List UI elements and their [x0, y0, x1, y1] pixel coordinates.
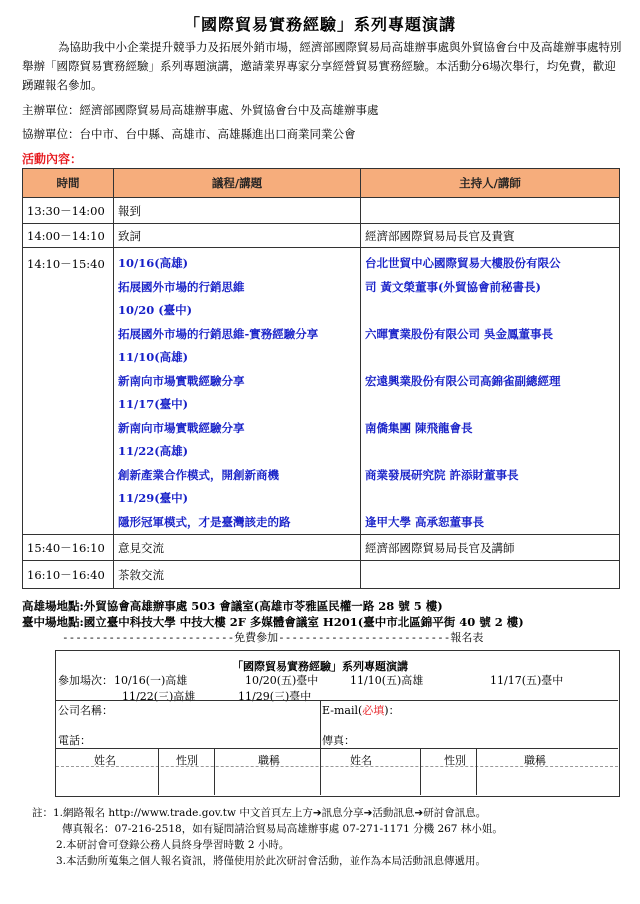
email-label: E-mail(必填)：: [322, 704, 400, 717]
table-row: [23, 224, 620, 248]
row-topic: 意見交流: [114, 535, 361, 561]
topic-date: 11/22(高雄): [118, 444, 189, 458]
row-time: 14:10－15:40: [23, 248, 114, 535]
table-row: [23, 198, 620, 224]
document-title: 「國際貿易實務經驗」系列專題演講: [183, 15, 456, 34]
sessions-label: 參加場次：: [58, 674, 113, 687]
form-title: 「國際貿易實務經驗」系列專題演講: [232, 660, 408, 673]
host-spacer: [365, 440, 615, 464]
topic-title: 拓展國外市場的行銷思維-實務經驗分享: [118, 326, 319, 341]
section-label: 活動內容：: [22, 152, 83, 166]
note-line: 註：1.網路報名 http://www.trade.gov.tw 中文首頁左上方➔訊息分享➔活動訊息➔研討會訊息。: [32, 807, 487, 819]
host-line: 司 黃文榮董事(外貿協會前秘書長): [365, 279, 541, 294]
cut-line: --------------------------免費參加--------------------------報名表: [62, 631, 484, 644]
session-checkbox[interactable]: 11/17(五)臺中: [490, 674, 564, 687]
host-line: 六暉實業股份有限公司 吳金鳳董事長: [365, 326, 554, 341]
row-time: 16:10－16:40: [23, 561, 114, 589]
row-host: 經濟部國際貿易局長官及貴賓: [361, 224, 620, 248]
organizer-line: 主辦單位：經濟部國際貿易局高雄辦事處、外貿協會台中及高雄辦事處: [22, 103, 379, 117]
note-line: 3.本活動所蒐集之個人報名資訊，將僅使用於此次研討會活動，並作為本局活動訊息傳遞用。: [56, 855, 487, 867]
col-name: 姓名: [350, 754, 372, 767]
host-line: 宏遠興業股份有限公司高錦雀副總經理: [365, 373, 561, 388]
email-field[interactable]: [420, 702, 615, 718]
row-host: [361, 561, 620, 589]
row-topic: 致詞: [114, 224, 361, 248]
host-spacer: [365, 487, 615, 511]
host-line: 商業發展研究院 許添財董事長: [365, 467, 519, 482]
host-spacer: [365, 393, 615, 417]
host-list: [361, 248, 620, 535]
topic-title: 拓展國外市場的行銷思維: [118, 279, 245, 294]
venue-kaohsiung: 高雄場地點:外貿協會高雄辦事處 503 會議室(高雄市苓雅區民權一路 28 號 5 樓): [22, 599, 443, 613]
venue-taichung: 臺中場地點:國立臺中科技大學 中技大樓 2F 多媒體會議室 H201(臺中市北區錦平街 40 號 2 樓): [22, 615, 524, 629]
session-checkbox[interactable]: 10/16(一)高雄: [114, 674, 188, 687]
divider: [56, 748, 618, 749]
topic-list: [114, 248, 361, 535]
row-time: 13:30－14:00: [23, 198, 114, 224]
topic-title: 新南向市場實戰經驗分享: [118, 420, 245, 435]
session-checkbox[interactable]: 11/10(五)高雄: [350, 674, 424, 687]
table-header-row: [23, 169, 620, 198]
host-line: 台北世貿中心國際貿易大樓股份有限公: [365, 256, 561, 270]
row-time: 14:00－14:10: [23, 224, 114, 248]
column-divider: [214, 749, 215, 795]
column-divider: [320, 700, 321, 795]
fax-field[interactable]: [362, 730, 612, 746]
table-row: [23, 248, 620, 535]
column-divider: [158, 749, 159, 795]
fax-label: 傳真：: [322, 734, 355, 747]
host-line: 南僑集團 陳飛龍會長: [365, 420, 473, 435]
topic-date: 11/10(高雄): [118, 350, 189, 364]
header-topic: 議程/講題: [114, 169, 361, 198]
table-row: [23, 561, 620, 589]
note-line: 傳真報名：07-216-2518，如有疑問請洽貿易局高雄辦事處 07-271-1171 分機 267 林小姐。: [62, 823, 503, 835]
row-time: 15:40－16:10: [23, 535, 114, 561]
intro-paragraph: 為協助我中小企業提升競爭力及拓展外銷市場，經濟部國際貿易局高雄辦事處與外貿協會台中及高雄辦事處特別舉辦「國際貿易實務經驗」系列專題演講，邀請業界專家分享經營貿易實務經驗。本活動分6場次舉行，均免費，歡迎踴躍報名參加。: [22, 40, 622, 92]
row-host: 經濟部國際貿易局長官及講師: [361, 535, 620, 561]
host-spacer: [365, 299, 615, 323]
topic-title: 隱形冠軍模式，才是臺灣該走的路: [118, 514, 291, 529]
column-divider: [476, 749, 477, 795]
topic-title: 新南向市場實戰經驗分享: [118, 373, 245, 388]
row-topic: 茶敘交流: [114, 561, 361, 589]
col-gender: 性別: [444, 754, 466, 767]
table-row: [23, 535, 620, 561]
co-organizer-line: 協辦單位：台中市、台中縣、高雄市、高雄縣進出口商業同業公會: [22, 127, 356, 141]
schedule-table: [22, 168, 620, 589]
topic-title: 創新產業合作模式，開創新商機: [118, 467, 279, 482]
row-topic: 報到: [114, 198, 361, 224]
divider: [56, 700, 618, 701]
host-line: 逢甲大學 高承恕董事長: [365, 514, 485, 529]
session-checkbox[interactable]: 10/20(五)臺中: [245, 674, 319, 687]
company-field[interactable]: [116, 702, 316, 718]
topic-date: 11/17(臺中): [118, 397, 189, 411]
topic-date: 10/20 (臺中): [118, 303, 193, 317]
company-label: 公司名稱：: [58, 704, 113, 717]
col-name: 姓名: [94, 754, 116, 767]
host-spacer: [365, 346, 615, 370]
col-title: 職稱: [258, 754, 280, 767]
session-checkbox[interactable]: 11/22(三)高雄: [122, 690, 196, 703]
col-gender: 性別: [176, 754, 198, 767]
topic-date: 11/29(臺中): [118, 491, 189, 505]
header-host: 主持人/講師: [361, 169, 620, 198]
header-time: 時間: [23, 169, 114, 198]
topic-date: 10/16(高雄): [118, 256, 189, 270]
session-checkbox[interactable]: 11/29(三)臺中: [238, 690, 312, 703]
phone-field[interactable]: [100, 730, 315, 746]
row-host: [361, 198, 620, 224]
note-line: 2.本研討會可登錄公務人員終身學習時數 2 小時。: [56, 839, 290, 851]
column-divider: [420, 749, 421, 795]
phone-label: 電話：: [58, 734, 91, 747]
col-title: 職稱: [524, 754, 546, 767]
